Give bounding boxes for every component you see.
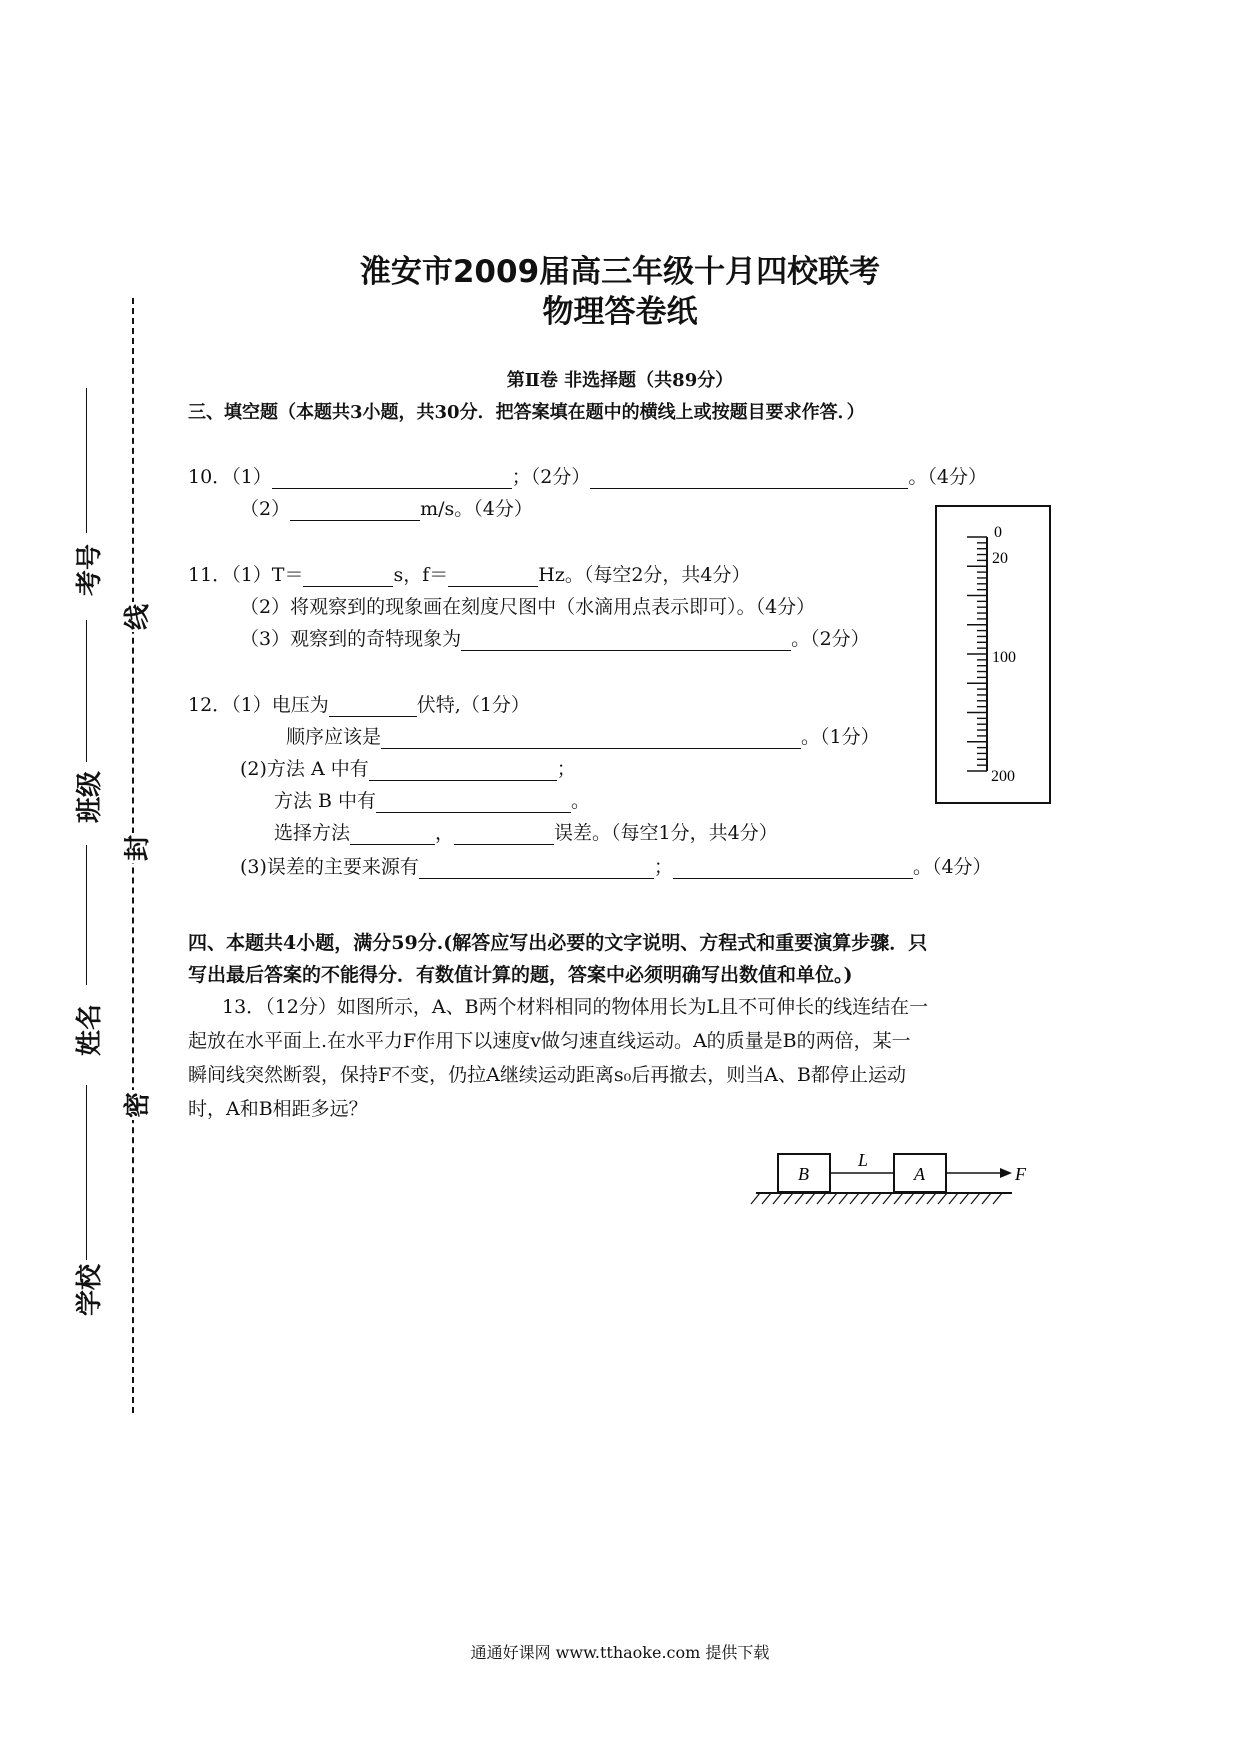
- q12-choose-label: 选择方法: [274, 822, 351, 844]
- q10-p1-mid: ；（2分）: [511, 466, 591, 488]
- part4-header-line1: 四、本题共4小题，满分59分.(解答应写出必要的文字说明、方程式和重要演算步骤．只: [188, 932, 928, 954]
- hatch-line: [905, 1193, 914, 1204]
- hatch-line: [784, 1193, 793, 1204]
- hatch-line: [806, 1193, 815, 1204]
- hatch-line: [850, 1193, 859, 1204]
- hatch-line: [982, 1193, 991, 1204]
- q10-answer-blank-2[interactable]: [590, 468, 908, 489]
- hatch-line: [894, 1193, 903, 1204]
- hatch-line: [872, 1193, 881, 1204]
- force-arrow-icon: [1000, 1168, 1012, 1178]
- q11-line1: [188, 560, 751, 587]
- hatch-line: [828, 1193, 837, 1204]
- hatch-line: [971, 1193, 980, 1204]
- hatch-line: [883, 1193, 892, 1204]
- q12-order-line: [286, 722, 880, 749]
- q11-p1-hz: Hz。（每空2分，共4分）: [538, 564, 751, 586]
- hatch-line: [993, 1193, 1002, 1204]
- xingming-label: 姓名: [75, 1004, 105, 1057]
- q12-a-label: (2)方法 A 中有: [240, 758, 369, 780]
- q13-text-line4: 时，A和B相距多远？: [188, 1098, 368, 1120]
- ruler-label-0: 0: [994, 524, 1002, 541]
- q13-text-line3: 瞬间线突然断裂，保持F不变，仍拉A继续运动距离s₀后再撤去，则当A、B都停止运动: [188, 1064, 906, 1086]
- q11-p1-s: s，f＝: [393, 564, 449, 586]
- part4-header-line2: 写出最后答案的不能得分．有数值计算的题，答案中必须明确写出数值和单位。): [188, 964, 853, 986]
- q11-p3-label: （3）观察到的奇特现象为: [240, 628, 462, 650]
- q11-p3-end: 。（2分）: [791, 628, 870, 650]
- block-b-label: B: [798, 1164, 809, 1184]
- q12-order-blank[interactable]: [381, 728, 801, 749]
- q11-phenomenon-blank[interactable]: [461, 630, 791, 651]
- q12-method-a-line: [240, 754, 576, 781]
- ruler-label-20: 20: [992, 550, 1008, 567]
- hatch-line: [927, 1193, 936, 1204]
- hatch-line: [762, 1193, 771, 1204]
- xuexiao-write-line[interactable]: [86, 1085, 87, 1260]
- q10-p2-label: （2）: [240, 498, 291, 520]
- q10-answer-blank-1[interactable]: [272, 468, 512, 489]
- q12-err-end: 。（4分）: [912, 856, 992, 878]
- q12-error-blank-1[interactable]: [419, 858, 654, 879]
- section-header: 第Ⅱ卷 非选择题（共89分）: [506, 370, 734, 391]
- q10-number: 10．: [188, 466, 232, 488]
- force-label: F: [1015, 1164, 1026, 1184]
- q13-text-line2: 起放在水平面上.在水平力F作用下以速度v做匀速直线运动。A的质量是B的两倍，某一: [188, 1030, 911, 1052]
- q10-p1-end: 。（4分）: [908, 466, 987, 488]
- q12-voltage-blank[interactable]: [329, 696, 417, 717]
- q11-frequency-blank[interactable]: [448, 566, 538, 587]
- q12-p1-unit: 伏特,（1分）: [416, 694, 530, 716]
- q11-line2: （2）将观察到的现象画在刻度尺图中（水滴用点表示即可）。（4分）: [240, 596, 816, 618]
- seal-char-xian: 线: [117, 602, 147, 632]
- q12-order-label: 顺序应该是: [286, 726, 382, 748]
- q12-err-label: (3)误差的主要来源有: [240, 856, 419, 878]
- part3-header: 三、填空题（本题共3小题，共30分．把答案填在题中的横线上或按题目要求作答．）: [188, 402, 865, 423]
- q12-choose-line: [274, 818, 778, 845]
- hatch-line: [773, 1193, 782, 1204]
- q12-a-end: ；: [556, 758, 576, 780]
- ruler-figure: [935, 505, 1051, 804]
- hatch-line: [960, 1193, 969, 1204]
- hatch-line: [938, 1193, 947, 1204]
- page-subtitle: 物理答卷纸: [542, 294, 698, 330]
- q12-err-mid: ；: [653, 856, 673, 878]
- banji-write-line[interactable]: [86, 620, 87, 762]
- kaohao-write-line[interactable]: [86, 388, 87, 533]
- q12-error-blank-2[interactable]: [673, 858, 913, 879]
- q10-p2-unit: m/s。（4分）: [420, 498, 533, 520]
- q12-method-b-blank[interactable]: [376, 792, 571, 813]
- q12-choose-blank-1[interactable]: [350, 824, 435, 845]
- q12-choose-comma: ，: [435, 822, 455, 844]
- ruler-scale-svg: [937, 507, 1049, 802]
- q10-answer-blank-3[interactable]: [290, 500, 420, 521]
- kaohao-label: 考号: [75, 544, 105, 597]
- ground-hatching: [751, 1193, 1002, 1204]
- q11-period-blank[interactable]: [303, 566, 393, 587]
- q12-method-b-line: [274, 786, 590, 813]
- q12-order-end: 。（1分）: [801, 726, 880, 748]
- seal-char-feng: 封: [117, 833, 147, 863]
- ruler-label-200: 200: [991, 768, 1015, 785]
- hatch-line: [839, 1193, 848, 1204]
- hatch-line: [751, 1193, 760, 1204]
- q12-p1-label: （1）电压为: [231, 694, 329, 716]
- page-title: 淮安市2009届高三年级十月四校联考: [359, 254, 881, 290]
- hatch-line: [795, 1193, 804, 1204]
- q10-line2: [240, 494, 533, 521]
- page-footer: 通通好课网 www.tthaoke.com 提供下载: [470, 1643, 770, 1662]
- q11-number: 11．: [188, 564, 232, 586]
- xingming-write-line[interactable]: [86, 845, 87, 985]
- q11-p1-label: （1）T＝: [231, 564, 304, 586]
- banji-label: 班级: [75, 771, 105, 824]
- string-length-label: L: [858, 1150, 869, 1170]
- hatch-line: [817, 1193, 826, 1204]
- seal-char-mi: 密: [117, 1090, 147, 1120]
- q11-line3: [240, 624, 870, 651]
- q12-line1: [188, 690, 530, 717]
- q12-b-end: 。: [571, 790, 591, 812]
- q12-b-label: 方法 B 中有: [274, 790, 377, 812]
- q12-error-line: [240, 852, 992, 879]
- hatch-line: [949, 1193, 958, 1204]
- q12-choose-blank-2[interactable]: [454, 824, 554, 845]
- q10-line1: [188, 462, 987, 489]
- ruler-label-100: 100: [992, 649, 1016, 666]
- hatch-line: [861, 1193, 870, 1204]
- q10-p1-label: （1）: [231, 466, 272, 488]
- blocks-diagram: [750, 1140, 1040, 1220]
- q12-choose-end: 误差。（每空1分，共4分）: [554, 822, 778, 844]
- q12-method-a-blank[interactable]: [369, 760, 557, 781]
- hatch-line: [916, 1193, 925, 1204]
- block-a-label: A: [914, 1164, 925, 1184]
- q13-text-line1: 13．（12分）如图所示，A、B两个材料相同的物体用长为L且不可伸长的线连结在一: [222, 996, 929, 1018]
- xuexiao-label: 学校: [75, 1264, 105, 1317]
- q12-number: 12．: [188, 694, 232, 716]
